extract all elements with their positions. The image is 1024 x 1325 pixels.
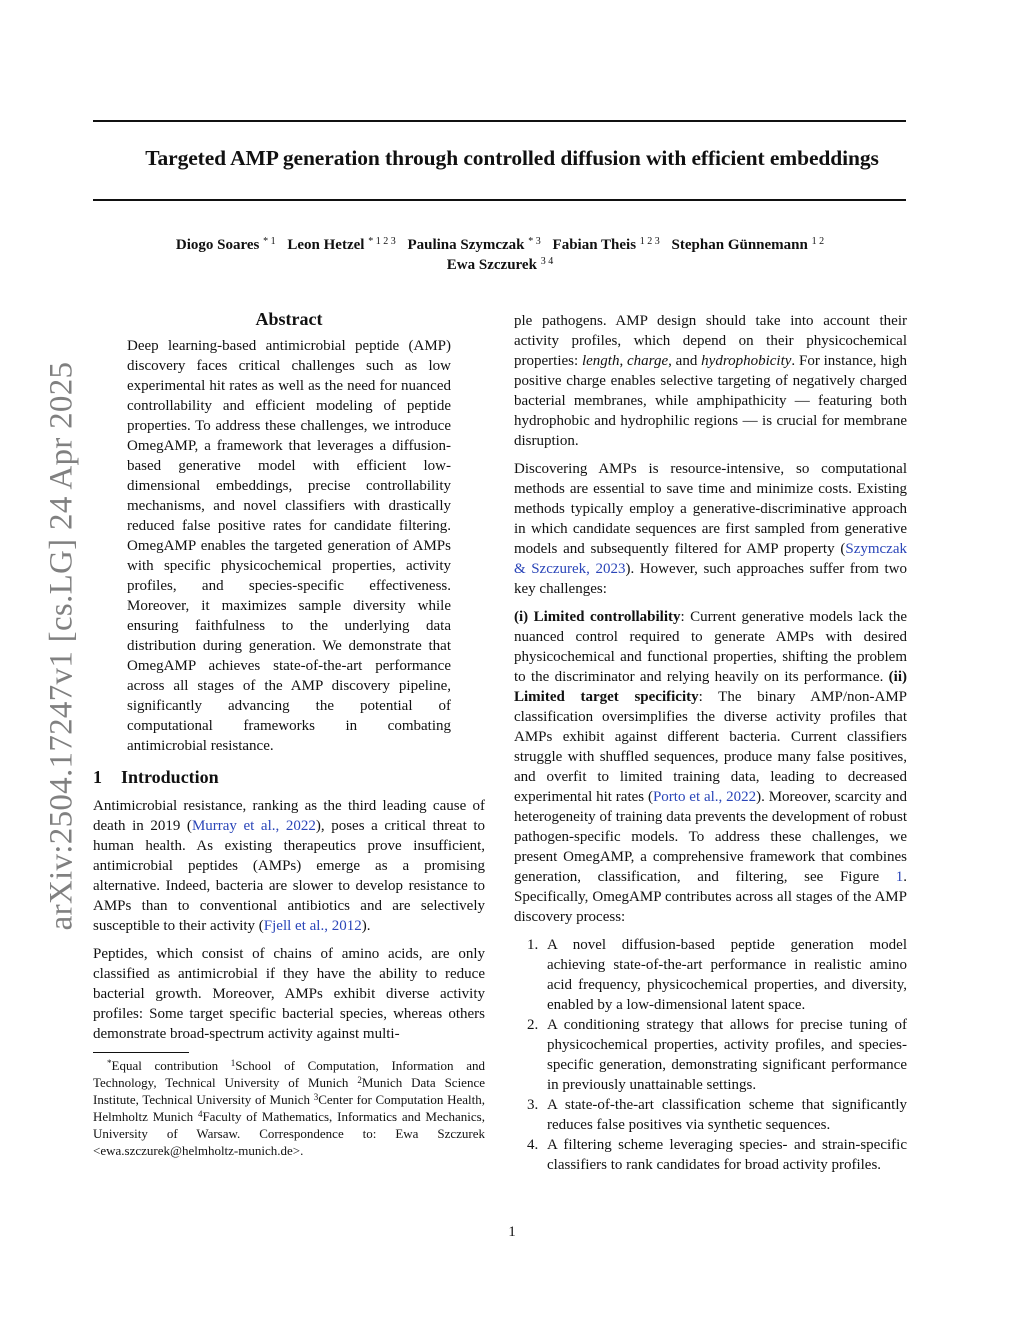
author: Diogo Soares $^{* 1}$ xyxy=(175,236,276,253)
body-paragraph: ple pathogens. AMP design should take into account their activity profiles, which depend on their physicochemical properties: length, charge, and hydrophobicity. For instance, high positive charge enables selective targeting of negatively charged bacterial membranes, while amphipathicity — featuring both hydrophobic and hydrophilic regions — is crucial for membrane disruption. xyxy=(514,313,907,449)
author: Ewa Szczurek $^{3 4}$ xyxy=(446,256,554,273)
challenges-paragraph: (i) Limited controllability: Current generative models lack the nuanced control required to generate AMPs with desired physicochemical and functional properties, shifting the problem to the discriminator and relying heavily on its performance. (ii) Limited target specificity: The binary AMP/non-AMP classification oversimplifies the diverse activity profiles that AMPs exhibit against different bacteria. Current classifiers struggle with shuffled sequences, produce many false positives, and overfit to limited training data, leading to decreased experimental hit rates (Porto et al., 2022). Moreover, scarcity and heterogeneity of training data prevents the development of robust pathogen-specific models. To address these challenges, we present OmegAMP, a comprehensive framework that combines generation, classification, and filtering, see Figure 1. Specifically, OmegAMP contributes across all stages of the AMP discovery process: xyxy=(514,609,908,925)
author: Leon Hetzel $^{* 1 2 3}$ xyxy=(287,236,396,253)
intro-paragraph-2: Peptides, which consist of chains of amino acids, are only classified as antimicrobial if they have the ability to reduce bacterial growth. Moreover, AMPs exhibit diverse activity profiles: Some target specific bacterial species, whereas others demonstrate broad-spectrum activity against multi- xyxy=(93,946,485,1042)
list-item: 4. A filtering scheme leveraging species- and strain-specific classifiers to rank candidates for broad activity profiles. xyxy=(527,1137,907,1173)
author: Paulina Szymczak $^{* 3}$ xyxy=(407,236,541,253)
contributions-list xyxy=(514,935,907,1175)
author: Stephan Günnemann $^{1 2}$ xyxy=(671,236,825,253)
abstract-heading: Abstract xyxy=(255,309,323,329)
abstract-text: Deep learning-based antimicrobial peptide (AMP) discovery faces critical challenges such as low experimental hit rates as well as the need for nuanced controllability and efficient modeling of peptide properties. To address these challenges, we introduce OmegAMP, a framework that leverages a diffusion-based generative model with efficient low-dimensional embeddings, precise controllability mechanisms, and novel classifiers with drastically reduced false positive rates for candidate filtering. OmegAMP enables the targeted generation of AMPs with specific physicochemical properties, activity profiles, and species-specific effectiveness. Moreover, it maximizes sample diversity while ensuring faithfulness to the underlying data distribution during generation. We demonstrate that OmegAMP achieves state-of-the-art performance across all stages of the AMP discovery pipeline, significantly advancing the potential of computational frameworks in combating antimicrobial resistance. xyxy=(127,338,451,754)
section-number: 1 xyxy=(93,767,102,787)
figure-link[interactable]: 1 xyxy=(895,869,904,885)
footnote-rule xyxy=(93,1052,189,1053)
right-column xyxy=(514,311,907,1175)
paper-title: Targeted AMP generation through controlled diffusion with efficient embeddings xyxy=(145,146,879,170)
citation-link[interactable]: Murray et al., 2022 xyxy=(191,818,316,834)
citation-link[interactable]: Fjell et al., 2012 xyxy=(263,918,362,934)
author: Fabian Theis $^{1 2 3}$ xyxy=(552,236,660,253)
list-item: 3. A state-of-the-art classification scheme that significantly reduces false positives via synthetic sequences. xyxy=(527,1097,907,1133)
list-item: 1. A novel diffusion-based peptide generation model achieving state-of-the-art performance in realistic amino acid frequency, physicochemical properties, and diversity, enabled by a low-dimensional latent space. xyxy=(527,937,907,1013)
section-title: Introduction xyxy=(121,767,219,787)
title-bottom-rule xyxy=(93,199,906,201)
left-column xyxy=(93,308,485,1159)
citation-link[interactable]: Szymczak & Szczurek, 2023 xyxy=(514,541,907,577)
title-top-rule xyxy=(93,120,906,122)
body-paragraph: Discovering AMPs is resource-intensive, so computational methods are essential to save time and minimize costs. Existing methods typically employ a generative-discriminative approach in which candidate sequences are first sampled from generative models and subsequently filtered for AMP property (Szymczak & Szczurek, 2023). However, such approaches suffer from two key challenges: xyxy=(514,461,908,597)
citation-link[interactable]: Porto et al., 2022 xyxy=(652,789,757,805)
arxiv-identifier: arXiv:2504.17247v1 [cs.LG] 24 Apr 2025 xyxy=(43,361,80,931)
list-item: 2. A conditioning strategy that allows for precise tuning of physicochemical properties, activity profiles, and species-specific generation, demonstrating significant performance in previously unattainable settings. xyxy=(527,1017,907,1093)
intro-paragraph-1: Antimicrobial resistance, ranking as the third leading cause of death in 2019 (Murray et al., 2022), poses a critical threat to human health. As existing therapeutics prove insufficient, antimicrobial peptides (AMPs) emerge as a promising alternative. Indeed, bacteria are slower to develop resistance to AMPs than to conventional antibiotics and are selectively susceptible to their activity (Fjell et al., 2012). xyxy=(93,798,486,934)
page-number: 1 xyxy=(508,1224,516,1240)
author-list xyxy=(100,235,900,275)
affiliation-footnote: *Equal contribution $^1$School of Computation, Information and Technology, Technical University of Munich $^2$Munich Data Science Institute, Technical University of Munich $^3$Center for Computation Health, Helmholtz Munich $^4$Faculty of Mathematics, Informatics and Mechanics, University of Warsaw. Correspondence to: Ewa Szczurek <ewa.szczurek@helmholtz-munich.de>. xyxy=(93,1058,486,1158)
section-heading-introduction xyxy=(93,766,485,788)
